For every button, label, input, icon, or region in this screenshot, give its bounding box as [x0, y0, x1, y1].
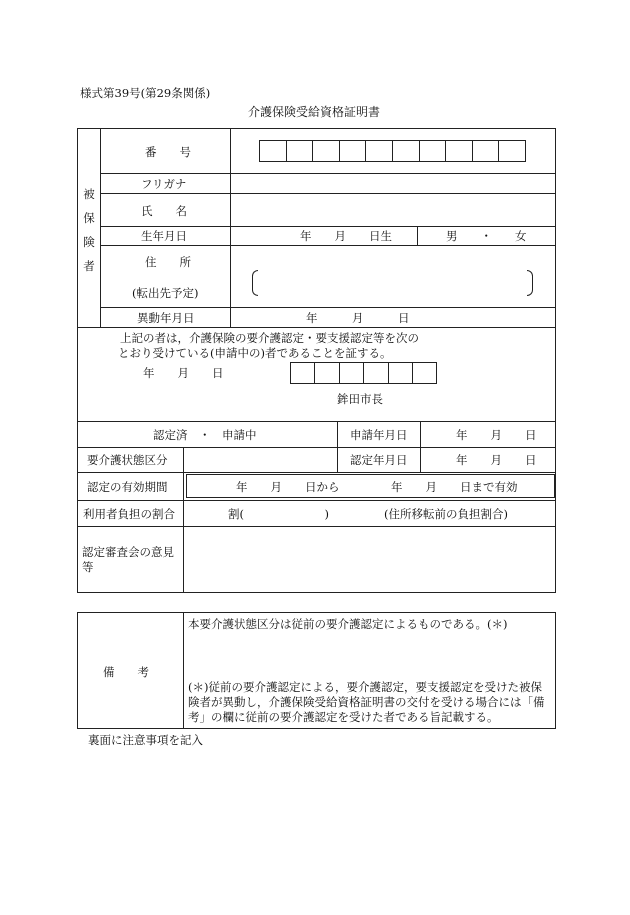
seal-box — [363, 362, 388, 384]
remarks-line-1: 本要介護状態区分は従前の要介護認定によるものである。(＊) — [188, 617, 508, 631]
statement-line-1: 上記の者は，介護保険の要介護認定・要支援認定等を次の — [120, 331, 419, 345]
burden-note: (住所移転前の負担割合) — [384, 507, 508, 521]
remarks-note-line-1: (＊)従前の要介護認定による，要介護認定，要支援認定を受けた被保 — [188, 680, 542, 694]
insured-number-digit-box[interactable] — [339, 140, 367, 162]
address-bracket-right — [527, 270, 533, 296]
furigana-label: フリガナ — [141, 177, 187, 191]
issuer-name: 鉾田市長 — [337, 392, 383, 406]
address-sub-label: (転出先予定) — [132, 286, 199, 300]
insured-number-digit-box[interactable] — [498, 140, 526, 162]
care-level-field[interactable] — [184, 448, 336, 471]
insured-number-digit-box[interactable] — [365, 140, 393, 162]
furigana-field[interactable] — [231, 174, 555, 192]
cert-date-value[interactable]: 年 月 日 — [456, 453, 537, 467]
address-field[interactable] — [258, 268, 526, 298]
application-date-value[interactable]: 年 月 日 — [456, 428, 537, 442]
status-choice[interactable]: 認定済 ・ 申請中 — [153, 428, 257, 442]
seal-box — [314, 362, 339, 384]
certification-date[interactable]: 年 月 日 — [143, 366, 224, 380]
committee-opinion-field[interactable] — [184, 527, 555, 592]
insured-number-digit-box[interactable] — [312, 140, 340, 162]
seal-box — [339, 362, 364, 384]
insured-number-digit-box[interactable] — [286, 140, 314, 162]
move-date-label: 異動年月日 — [137, 311, 195, 325]
insured-number-digit-box[interactable] — [445, 140, 473, 162]
address-label: 住 所 — [145, 255, 191, 269]
remarks-note-line-3: 考」の欄に従前の要介護認定を受けた者である旨記載する。 — [188, 710, 499, 724]
cert-date-label: 認定年月日 — [350, 453, 408, 467]
seal-box — [290, 362, 315, 384]
valid-period-label: 認定の有効期間 — [87, 480, 168, 494]
form-number: 様式第39号(第29条関係) — [80, 86, 211, 100]
burden-label: 利用者負担の割合 — [83, 507, 175, 521]
form-title: 介護保険受給資格証明書 — [248, 105, 381, 119]
committee-label-2: 等 — [82, 560, 94, 574]
application-date-label: 申請年月日 — [350, 428, 408, 442]
name-field[interactable] — [231, 194, 555, 225]
insured-number-digit-box[interactable] — [472, 140, 500, 162]
remarks-note-line-2: 険者が異動し，介護保険受給資格証明書の交付を受ける場合には「備 — [188, 695, 545, 709]
insured-number-digit-box[interactable] — [259, 140, 287, 162]
insured-group-char: 険 — [83, 235, 95, 249]
remarks-label: 備 考 — [103, 665, 149, 679]
valid-from: 年 月 日から — [236, 480, 340, 494]
insured-group-char: 者 — [83, 259, 95, 273]
insured-group-char: 保 — [83, 211, 95, 225]
committee-label-1: 認定審査会の意見 — [82, 545, 174, 559]
number-label: 番 号 — [145, 145, 191, 159]
burden-value[interactable]: 割( ) — [228, 507, 329, 521]
insured-group-char: 被 — [83, 187, 95, 201]
move-date-value[interactable]: 年 月 日 — [306, 311, 410, 325]
insured-number-digit-box[interactable] — [419, 140, 447, 162]
statement-line-2: とおり受けている(申請中の)者であることを証する。 — [118, 346, 392, 360]
insured-number-digit-box[interactable] — [392, 140, 420, 162]
care-level-label: 要介護状態区分 — [87, 453, 168, 467]
birthdate-value[interactable]: 年 月 日生 — [300, 229, 392, 243]
name-label: 氏 名 — [141, 204, 187, 218]
seal-box — [412, 362, 437, 384]
birthdate-label: 生年月日 — [141, 229, 187, 243]
footer-note: 裏面に注意事項を記入 — [88, 733, 203, 747]
sex-choice[interactable]: 男 ・ 女 — [446, 229, 527, 243]
valid-to: 年 月 日まで有効 — [391, 480, 518, 494]
seal-box — [388, 362, 413, 384]
